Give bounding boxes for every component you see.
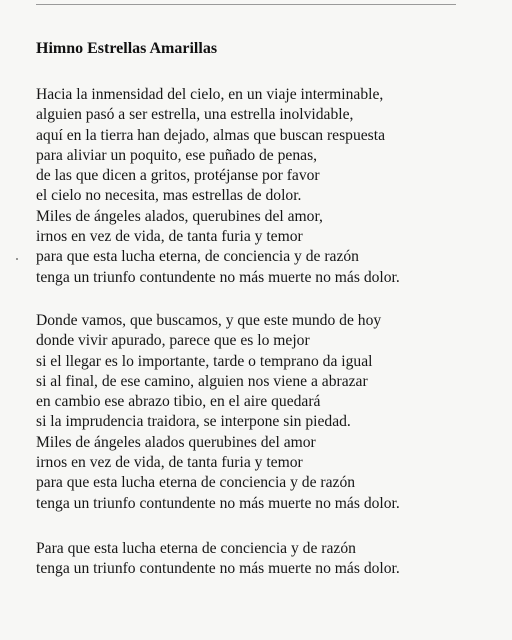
poem-line: Miles de ángeles alados querubines del amor: [36, 433, 316, 451]
page-top-edge-line: [36, 4, 456, 5]
poem-title: Himno Estrellas Amarillas: [36, 40, 218, 57]
poem-line: Miles de ángeles alados, querubines del amor,: [36, 207, 323, 225]
stanza-1: [36, 85, 400, 288]
poem-line: tenga un triunfo contundente no más muerte no más dolor.: [36, 494, 400, 512]
stanza-2: [36, 311, 400, 514]
poem-line: irnos en vez de vida, de tanta furia y temor: [36, 454, 303, 472]
poem-line: Hacia la inmensidad del cielo, en un viaje interminable,: [36, 86, 384, 103]
poem-line: para que esta lucha eterna, de conciencia y de razón: [36, 248, 359, 266]
poem-line: de las que dicen a gritos, protéjanse por favor: [36, 167, 320, 185]
poem-line: si al final, de ese camino, alguien nos viene a abrazar: [36, 372, 368, 390]
poem-line: irnos en vez de vida, de tanta furia y temor: [36, 228, 303, 246]
scan-speck: [16, 258, 18, 260]
poem-line: tenga un triunfo contundente no más muerte no más dolor.: [36, 268, 400, 286]
poem-line: en cambio ese abrazo tibio, en el aire quedará: [36, 393, 321, 411]
poem-line: el cielo no necesita, mas estrellas de dolor.: [36, 187, 302, 205]
poem-line: donde vivir apurado, parece que es lo mejor: [36, 332, 310, 350]
poem-line: si el llegar es lo importante, tarde o temprano da igual: [36, 352, 373, 370]
poem-line: alguien pasó a ser estrella, una estrella inolvidable,: [36, 106, 354, 124]
poem-line: tenga un triunfo contundente no más muerte no más dolor.: [36, 560, 400, 578]
poem-line: si la imprudencia traidora, se interpone sin piedad.: [36, 413, 351, 431]
poem-line: para que esta lucha eterna de conciencia y de razón: [36, 474, 356, 492]
stanza-3: [36, 539, 400, 580]
poem-line: para aliviar un poquito, ese puñado de penas,: [36, 146, 318, 164]
poem-line: Para que esta lucha eterna de conciencia y de razón: [36, 540, 356, 557]
poem-line: aquí en la tierra han dejado, almas que buscan respuesta: [36, 126, 385, 144]
poem-line: Donde vamos, que buscamos, y que este mundo de hoy: [36, 312, 382, 329]
